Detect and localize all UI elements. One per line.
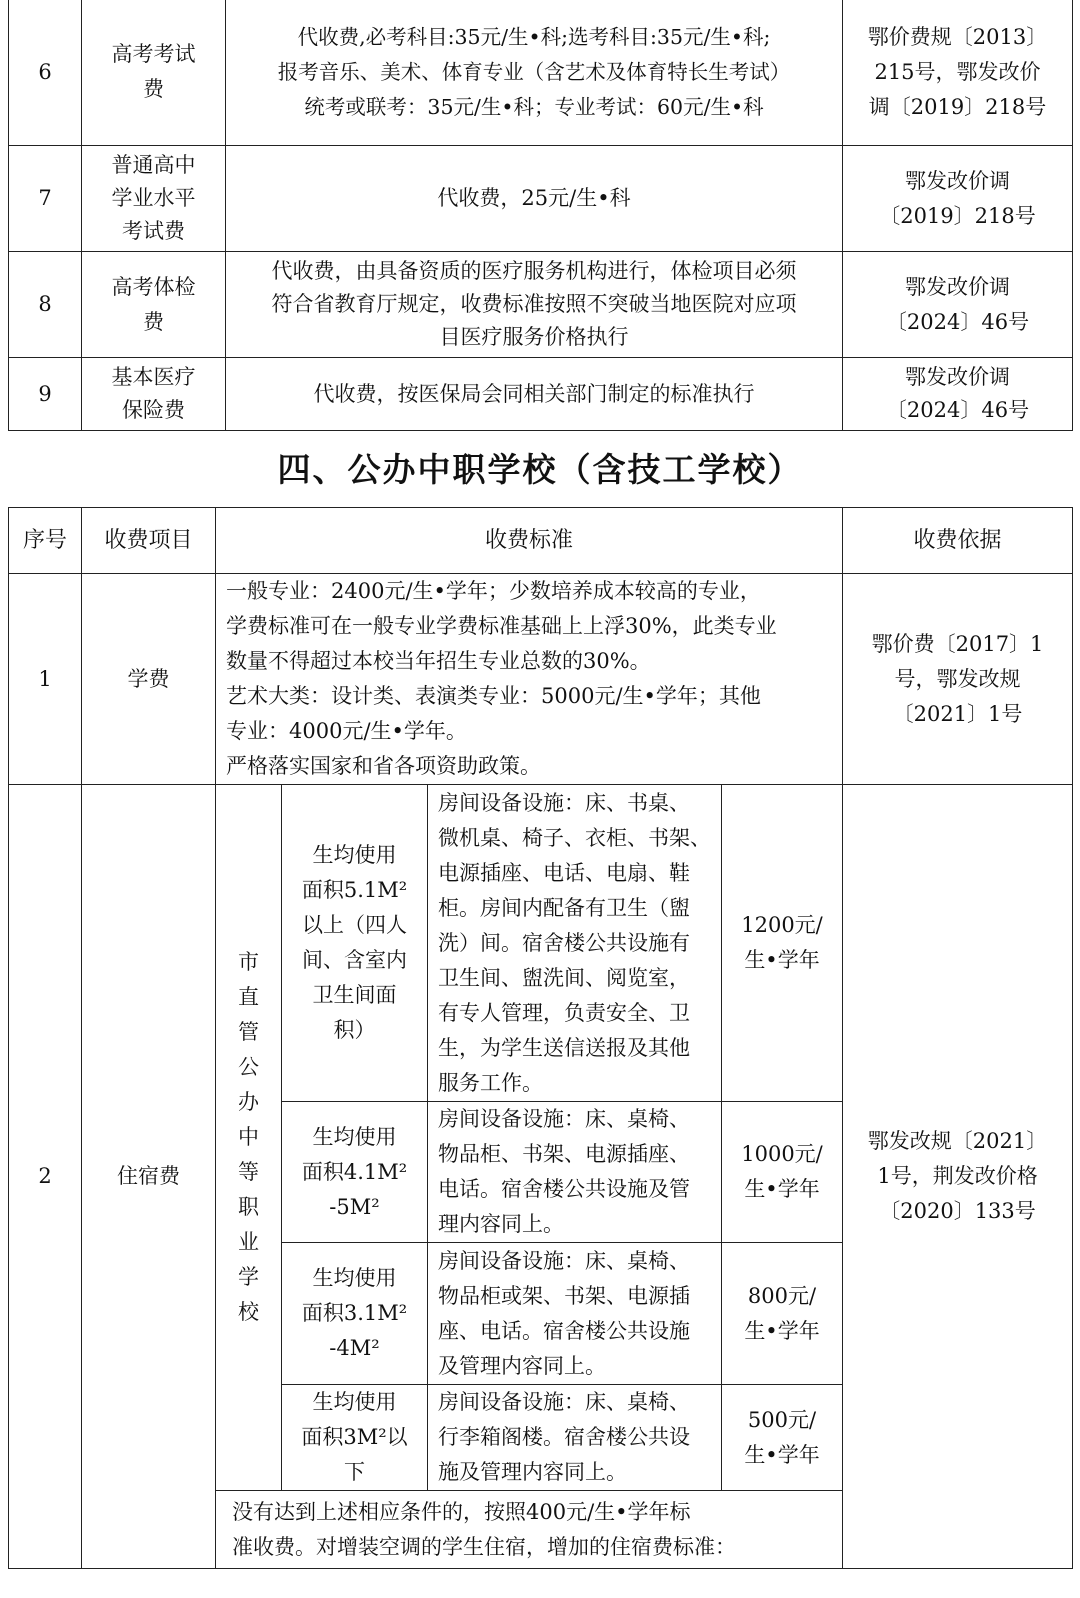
fee-item: 普通高中 学业水平 考试费 [82,146,226,252]
header-item: 收费项目 [82,508,216,574]
header-row [9,508,1073,574]
fee-table-continued [8,0,1073,431]
vocational-school-fee-table [8,507,1073,1569]
school-category: 市 直 管 公 办 中 等 职 业 学 校 [216,785,282,1491]
fee-item: 高考体检 费 [82,252,226,358]
price: 800元/ 生•学年 [722,1243,843,1385]
fee-standard: 代收费，25元/生•科 [226,146,843,252]
fee-basis: 鄂发改价调 〔2019〕218号 [843,146,1073,252]
header-standard: 收费标准 [216,508,843,574]
row-number: 6 [9,0,82,146]
room-facilities: 房间设备设施：床、桌椅、 物品柜、书架、电源插座、 电话。宿舍楼公共设施及管 理内容同上。 [428,1102,722,1243]
fee-basis: 鄂发改价调 〔2024〕46号 [843,252,1073,358]
table-row [9,785,1073,1102]
fee-standard: 代收费，由具备资质的医疗服务机构进行，体检项目必须 符合省教育厅规定，收费标准按照不突破当地医院对应项 目医疗服务价格执行 [226,252,843,358]
price: 1200元/ 生•学年 [722,785,843,1102]
area-condition: 生均使用 面积4.1M² -5M² [282,1102,428,1243]
fee-item: 基本医疗 保险费 [82,358,226,431]
accommodation-note: 没有达到上述相应条件的，按照400元/生•学年标 准收费。对增装空调的学生住宿，增加的住宿费标准： [216,1491,843,1569]
fee-standard: 代收费，按医保局会同相关部门制定的标准执行 [226,358,843,431]
price: 1000元/ 生•学年 [722,1102,843,1243]
row-number: 2 [9,785,82,1569]
header-basis: 收费依据 [843,508,1073,574]
row-number: 8 [9,252,82,358]
table-row [9,252,1073,358]
area-condition: 生均使用 面积3M²以 下 [282,1385,428,1491]
row-number: 7 [9,146,82,252]
fee-basis: 鄂价费〔2017〕1 号，鄂发改规 〔2021〕1号 [843,574,1073,785]
room-facilities: 房间设备设施：床、桌椅、 行李箱阁楼。宿舍楼公共设 施及管理内容同上。 [428,1385,722,1491]
fee-standard: 代收费,必考科目:35元/生•科;选考科目:35元/生•科; 报考音乐、美术、体育专业（含艺术及体育特长生考试） 统考或联考：35元/生•科；专业考试：60元/生•科 [226,0,843,146]
fee-standard: 一般专业：2400元/生•学年；少数培养成本较高的专业， 学费标准可在一般专业学费标准基础上上浮30%，此类专业 数量不得超过本校当年招生专业总数的30%。 艺术大类：设计类、表演类专业：5000元/生•学年；其他 专业：4000元/生•学年。 严格落实国家和省各项资助政策。 [216,574,843,785]
row-number: 1 [9,574,82,785]
fee-item: 学费 [82,574,216,785]
table-row [9,574,1073,785]
table-row [9,0,1073,146]
room-facilities: 房间设备设施：床、桌椅、 物品柜或架、书架、电源插 座、电话。宿舍楼公共设施 及管理内容同上。 [428,1243,722,1385]
area-condition: 生均使用 面积3.1M² -4M² [282,1243,428,1385]
fee-basis: 鄂发改价调 〔2024〕46号 [843,358,1073,431]
table-row [9,358,1073,431]
area-condition: 生均使用 面积5.1M² 以上（四人 间、含室内 卫生间面 积） [282,785,428,1102]
fee-basis: 鄂发改规〔2021〕 1号，荆发改价格 〔2020〕133号 [843,785,1073,1569]
header-number: 序号 [9,508,82,574]
fee-item: 高考考试 费 [82,0,226,146]
fee-basis: 鄂价费规〔2013〕 215号，鄂发改价 调〔2019〕218号 [843,0,1073,146]
price: 500元/ 生•学年 [722,1385,843,1491]
table-row [9,146,1073,252]
fee-item: 住宿费 [82,785,216,1569]
row-number: 9 [9,358,82,431]
room-facilities: 房间设备设施：床、书桌、 微机桌、椅子、衣柜、书架、 电源插座、电话、电扇、鞋 柜。房间内配备有卫生（盥 洗）间。宿舍楼公共设施有 卫生间、盥洗间、阅览室， 有专人管理，负责安全、卫 生，为学生送信送报及其他 服务工作。 [428,785,722,1102]
section-title: 四、公办中职学校（含技工学校） [277,450,803,489]
